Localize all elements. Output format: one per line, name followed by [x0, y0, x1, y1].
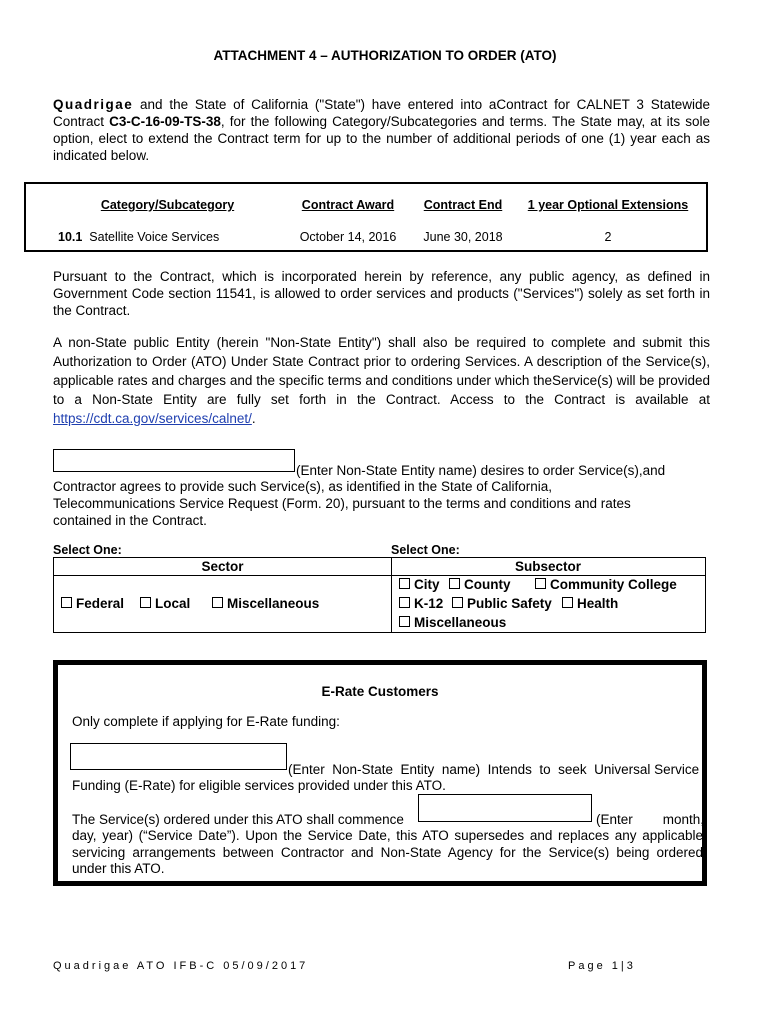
calnet-link[interactable]: https://cdt.ca.gov/services/calnet/ [53, 411, 252, 426]
entity-line-1: (Enter Non-State Entity name) desires to order Service(s),and [296, 463, 666, 478]
subsector-health-checkbox[interactable]: Health [562, 596, 618, 611]
entity-name-input[interactable] [53, 449, 295, 472]
header-award: Contract Award [301, 198, 395, 212]
checkbox-icon [399, 597, 410, 608]
footer-document-id: Quadrigae ATO IFB-C 05/09/2017 [53, 960, 309, 972]
header-category: Category/Subcategory [100, 198, 235, 212]
sector-header: Sector [201, 559, 244, 574]
erate-line-1: (Enter Non-State Entity name) Intends to seek Universal Service [288, 762, 700, 777]
contract-number: C3-C-16-09-TS-38 [109, 114, 221, 129]
erate-commence-text: The Service(s) ordered under this ATO shall commence [72, 812, 404, 827]
sector-federal-checkbox[interactable]: Federal [61, 596, 124, 611]
header-extensions: 1 year Optional Extensions [527, 198, 689, 212]
row-extensions: 2 [604, 230, 612, 244]
service-date-input[interactable] [418, 794, 592, 822]
checkbox-icon [452, 597, 463, 608]
erate-box [53, 660, 707, 886]
checkbox-icon [61, 597, 72, 608]
subsector-county-checkbox[interactable]: County [449, 577, 511, 592]
subsector-header: Subsector [514, 559, 582, 574]
subsector-public-safety-checkbox[interactable]: Public Safety [452, 596, 552, 611]
checkbox-icon [449, 578, 460, 589]
checkbox-icon [562, 597, 573, 608]
intro-text-2: , for the following Category/Subcategories and terms. The State may, at its sole option, elect to extend the Contract term for up to the number of additional periods of one (1) year each as indicated below. [53, 114, 710, 163]
checkbox-icon [140, 597, 151, 608]
row-category [58, 230, 219, 244]
intro-paragraph [53, 96, 710, 164]
nonstate-text: A non-State public Entity (herein "Non-State Entity") shall also be required to complete and submit this Authorization to Order (ATO) Under State Contract prior to ordering Services. A description of the Service(s), applicable rates and charges and the specific terms and conditions under which theService(s) will be provided to a Non-State Entity are fully set forth in the Contract. Access to the Contract is available at [53, 335, 710, 407]
nonstate-paragraph: A non-State public Entity (herein "Non-State Entity") shall also be required to complete and submit this Authorization to Order (ATO) Under State Contract prior to ordering Services. A description of the Service(s), applicable rates and charges and the specific terms and conditions under which theService(s) will be provided to a Non-State Entity are fully set forth in the Contract. Access to the Contract is available at https://cdt.ca.gov/services/calnet/. [53, 335, 710, 426]
subsector-city-checkbox[interactable]: City [399, 577, 440, 592]
checkbox-icon [535, 578, 546, 589]
erate-entity-input[interactable] [70, 743, 287, 770]
sector-local-checkbox[interactable]: Local [140, 596, 190, 611]
select-one-subsector-label: Select One: [391, 543, 460, 557]
select-one-sector-label: Select One: [53, 543, 122, 557]
subsector-misc-checkbox[interactable]: Miscellaneous [399, 615, 506, 630]
erate-title: E-Rate Customers [321, 684, 439, 699]
erate-instructions: Only complete if applying for E-Rate funding: [72, 714, 340, 729]
sector-table [53, 557, 706, 633]
company-name: Quadrigae [53, 97, 134, 112]
sector-misc-checkbox[interactable]: Miscellaneous [212, 596, 319, 611]
pursuant-paragraph: Pursuant to the Contract, which is incorporated herein by reference, any public agency, as defined in Government Code section 11541, is allowed to order services and products ("Services") solely as set forth in the Contract. [53, 269, 710, 318]
row-number: 10.1 [58, 230, 83, 244]
entity-paragraph: Contractor agrees to provide such Service(s), as identified in the State of California, Telecommunications Service Request (Form. 20), pursuant to the terms and conditions and rates contained in the Contract. [53, 479, 631, 528]
page-title: ATTACHMENT 4 – AUTHORIZATION TO ORDER (ATO) [213, 48, 557, 63]
header-end: Contract End [423, 198, 503, 212]
row-end: June 30, 2018 [423, 230, 503, 244]
subsector-community-college-checkbox[interactable]: Community College [535, 577, 677, 592]
row-award: October 14, 2016 [299, 230, 397, 244]
footer-page-number: Page 1|3 [568, 960, 636, 972]
checkbox-icon [399, 616, 410, 627]
erate-line-2: Funding (E-Rate) for eligible services provided under this ATO. [72, 778, 446, 793]
contract-table [24, 182, 708, 252]
erate-enter-text: (Enter month, [596, 812, 705, 827]
checkbox-icon [212, 597, 223, 608]
intro-text-1: and the State of California ("State") have entered into aContract for CALNET 3 Statewide Contract [53, 97, 710, 129]
row-category-name: Satellite Voice Services [89, 230, 220, 244]
erate-rest-text: day, year) (“Service Date”). Upon the Service Date, this ATO supersedes and replaces any applicable servicing arrangements between Contractor and Non-State Agency for the Service(s) being ordered under this ATO. [72, 828, 703, 876]
subsector-k12-checkbox[interactable]: K-12 [399, 596, 443, 611]
checkbox-icon [399, 578, 410, 589]
